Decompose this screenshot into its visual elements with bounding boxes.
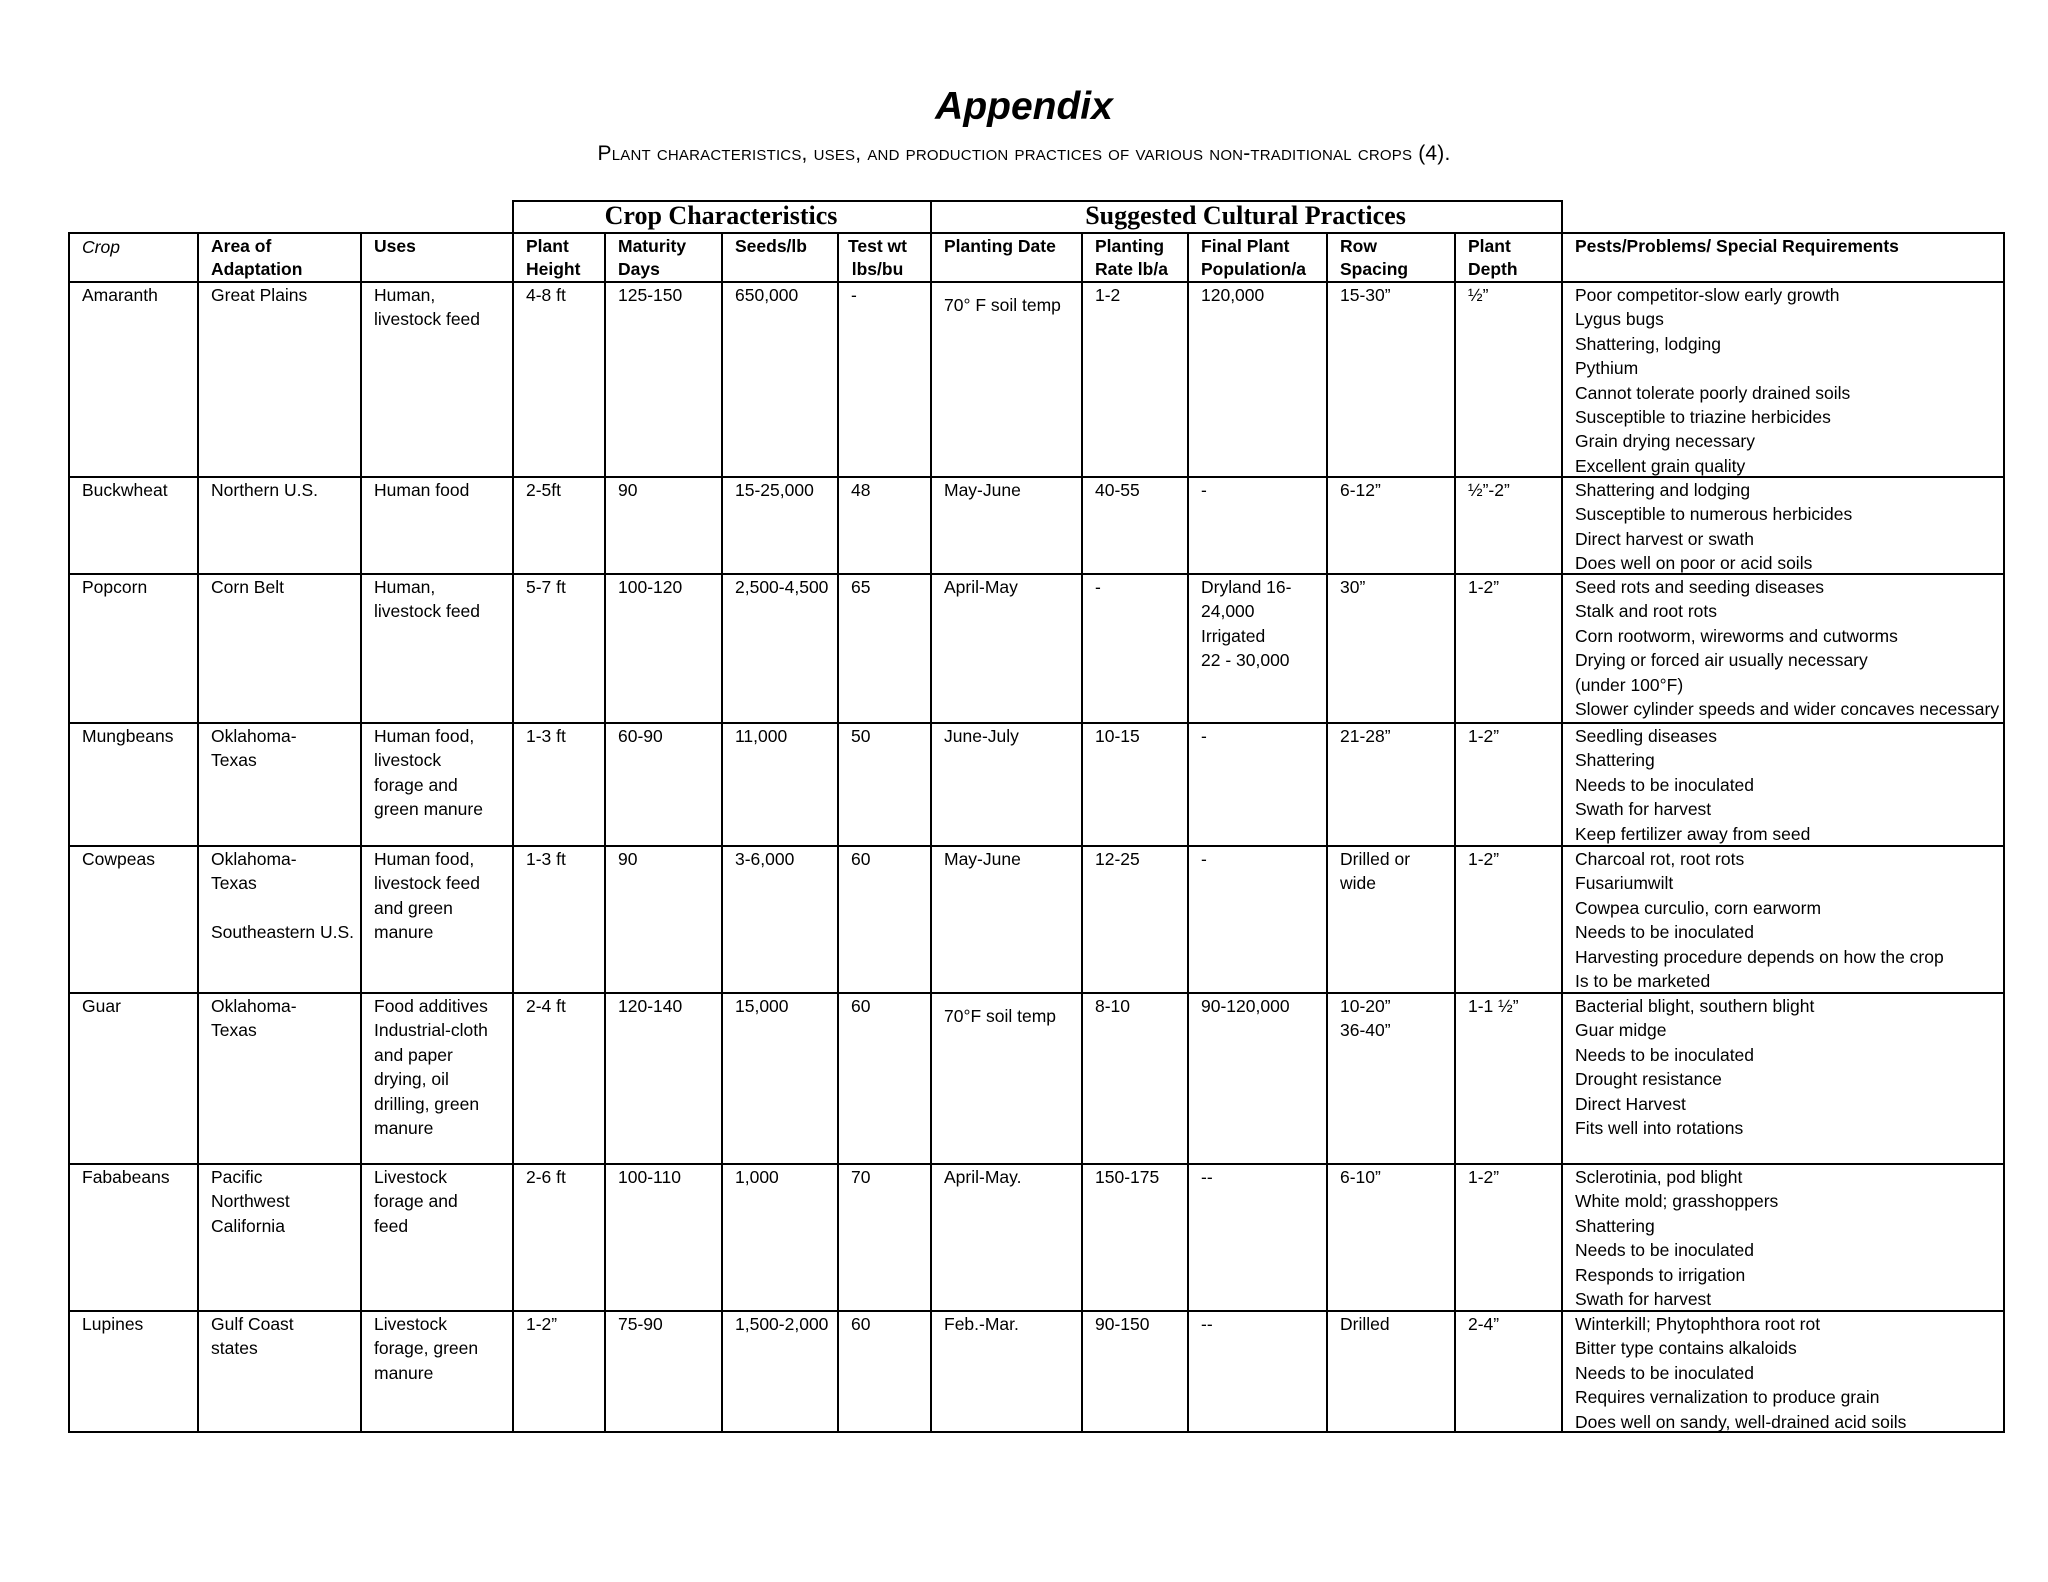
cell-rate: 40-55 <box>1095 480 1140 500</box>
cell-seeds: 1,000 <box>735 1167 779 1187</box>
cell-rate: 8-10 <box>1095 996 1131 1016</box>
cell-uses: Human food, livestock feed and green manure <box>374 849 481 943</box>
cell-testwt: 60 <box>851 1314 871 1334</box>
cell-testwt: 60 <box>851 849 871 869</box>
column-header-pests: Pests/Problems/ Special Requirements <box>1575 236 1899 256</box>
cell-height: 5-7 ft <box>526 577 566 597</box>
cell-rowspacing: 10-20” 36-40” <box>1340 996 1391 1041</box>
table-rule <box>512 232 514 1431</box>
cell-height: 1-2” <box>526 1314 558 1334</box>
table-rule <box>197 232 199 1431</box>
cell-area: Oklahoma- Texas <box>211 726 297 771</box>
cell-seeds: 1,500-2,000 <box>735 1314 829 1334</box>
table-rule <box>604 232 606 1431</box>
cell-rate: 10-15 <box>1095 726 1140 746</box>
cell-crop: Guar <box>82 996 121 1016</box>
cell-depth: 1-2” <box>1468 849 1500 869</box>
cell-maturity: 100-110 <box>618 1167 681 1187</box>
cell-area: Corn Belt <box>211 577 284 597</box>
column-header-depth: Plant Depth <box>1468 236 1518 279</box>
cell-height: 2-5ft <box>526 480 562 500</box>
table-rule <box>721 232 723 1431</box>
cell-area: Oklahoma- Texas Southeastern U.S. <box>211 849 354 943</box>
column-header-rowspacing: Row Spacing <box>1340 236 1409 279</box>
cell-uses: Livestock forage, green manure <box>374 1314 479 1383</box>
cell-crop: Buckwheat <box>82 480 168 500</box>
table-rule <box>1326 232 1328 1431</box>
cell-crop: Popcorn <box>82 577 148 597</box>
cell-area: Northern U.S. <box>211 480 318 500</box>
group-header-crop-characteristics: Crop Characteristics <box>604 201 838 230</box>
cell-seeds: 650,000 <box>735 285 799 305</box>
cell-plantdate: April-May <box>944 577 1018 597</box>
cell-pests: Seedling diseases Shattering Needs to be inoculated Swath for harvest Keep fertilizer away from seed <box>1575 726 1811 844</box>
cell-rowspacing: Drilled <box>1340 1314 1390 1334</box>
cell-area: Gulf Coast states <box>211 1314 294 1359</box>
cell-population: -- <box>1201 1167 1213 1187</box>
cell-maturity: 60-90 <box>618 726 663 746</box>
cell-rate: 150-175 <box>1095 1167 1160 1187</box>
cell-rate: 1-2 <box>1095 285 1121 305</box>
cell-depth: 2-4” <box>1468 1314 1500 1334</box>
cell-height: 4-8 ft <box>526 285 566 305</box>
cell-rate: 12-25 <box>1095 849 1140 869</box>
cell-plantdate: 70°F soil temp <box>944 1006 1057 1026</box>
cell-area: Pacific Northwest California <box>211 1167 290 1236</box>
cell-pests: Shattering and lodging Susceptible to numerous herbicides Direct harvest or swath Does well on poor or acid soils <box>1575 480 1853 574</box>
cell-testwt: 50 <box>851 726 871 746</box>
cell-population: - <box>1201 726 1207 746</box>
table-rule <box>1454 232 1456 1431</box>
cell-uses: Human food <box>374 480 470 500</box>
cell-maturity: 125-150 <box>618 285 683 305</box>
cell-height: 2-6 ft <box>526 1167 566 1187</box>
cell-testwt: 48 <box>851 480 871 500</box>
cell-area: Oklahoma- Texas <box>211 996 297 1041</box>
cell-plantdate: June-July <box>944 726 1019 746</box>
cell-population: - <box>1201 849 1207 869</box>
cell-depth: ½”-2” <box>1468 480 1510 500</box>
column-header-crop: Crop <box>82 237 120 257</box>
cell-uses: Livestock forage and feed <box>374 1167 458 1236</box>
cell-population: 90-120,000 <box>1201 996 1290 1016</box>
cell-maturity: 90 <box>618 849 638 869</box>
table-rule <box>2003 232 2005 1431</box>
cell-uses: Human food, livestock forage and green manure <box>374 726 483 820</box>
cell-plantdate: May-June <box>944 849 1021 869</box>
table-rule <box>1081 232 1083 1431</box>
cell-pests: Poor competitor-slow early growth Lygus bugs Shattering, lodging Pythium Cannot tolerate poorly drained soils Susceptible to triazine herbicides Grain drying necessary Excellent grain quality <box>1575 285 1851 476</box>
column-header-rate: Planting Rate lb/a <box>1095 236 1168 279</box>
column-header-plantdate: Planting Date <box>944 236 1056 256</box>
cell-height: 1-3 ft <box>526 726 566 746</box>
cell-rowspacing: 6-12” <box>1340 480 1381 500</box>
cell-seeds: 11,000 <box>735 726 788 746</box>
cell-crop: Amaranth <box>82 285 158 305</box>
cell-rowspacing: 6-10” <box>1340 1167 1381 1187</box>
table-rule <box>1561 232 1563 1431</box>
cell-crop: Fababeans <box>82 1167 170 1187</box>
cell-plantdate: April-May. <box>944 1167 1022 1187</box>
table-rule <box>1187 232 1189 1431</box>
cell-depth: 1-2” <box>1468 577 1500 597</box>
cell-population: Dryland 16- 24,000 Irrigated 22 - 30,000 <box>1201 577 1292 671</box>
cell-rate: - <box>1095 577 1101 597</box>
cell-rate: 90-150 <box>1095 1314 1150 1334</box>
cell-maturity: 90 <box>618 480 638 500</box>
cell-population: -- <box>1201 1314 1213 1334</box>
cell-rowspacing: 15-30” <box>1340 285 1391 305</box>
cell-rowspacing: Drilled or wide <box>1340 849 1411 894</box>
cell-pests: Sclerotinia, pod blight White mold; grasshoppers Shattering Needs to be inoculated Responds to irrigation Swath for harvest <box>1575 1167 1779 1310</box>
column-header-uses: Uses <box>374 236 416 256</box>
table-rule <box>837 232 839 1431</box>
cell-depth: 1-1 ½” <box>1468 996 1519 1016</box>
page-title: Appendix <box>935 85 1113 128</box>
cell-seeds: 15-25,000 <box>735 480 814 500</box>
cell-seeds: 2,500-4,500 <box>735 577 829 597</box>
cell-uses: Food additives Industrial-cloth and paper drying, oil drilling, green manure <box>374 996 488 1139</box>
cell-maturity: 120-140 <box>618 996 683 1016</box>
cell-seeds: 15,000 <box>735 996 789 1016</box>
column-header-seeds: Seeds/lb <box>735 236 807 256</box>
cell-depth: 1-2” <box>1468 726 1500 746</box>
cell-depth: ½” <box>1468 285 1489 305</box>
page-subtitle: Plant characteristics, uses, and production practices of various non-traditional crops (4). <box>597 142 1451 165</box>
cell-uses: Human, livestock feed <box>374 577 481 622</box>
column-header-testwt: Test wt lbs/bu <box>848 236 907 279</box>
cell-pests: Winterkill; Phytophthora root rot Bitter type contains alkaloids Needs to be inoculated Requires vernalization to produce grain Does well on sandy, well-drained acid soils <box>1575 1314 1907 1432</box>
cell-maturity: 75-90 <box>618 1314 663 1334</box>
cell-plantdate: 70° F soil temp <box>944 295 1061 315</box>
cell-rowspacing: 30” <box>1340 577 1366 597</box>
cell-testwt: 65 <box>851 577 871 597</box>
cell-crop: Mungbeans <box>82 726 174 746</box>
cell-seeds: 3-6,000 <box>735 849 795 869</box>
cell-crop: Cowpeas <box>82 849 155 869</box>
cell-pests: Charcoal rot, root rots Fusariumwilt Cowpea curculio, corn earworm Needs to be inoculated Harvesting procedure depends on how the crop Is to be marketed <box>1575 849 1944 992</box>
table-rule <box>360 232 362 1431</box>
column-header-maturity: Maturity Days <box>618 236 687 279</box>
table-rule <box>1561 200 1563 232</box>
column-header-population: Final Plant Population/a <box>1201 236 1306 279</box>
cell-testwt: - <box>851 285 857 305</box>
cell-depth: 1-2” <box>1468 1167 1500 1187</box>
cell-plantdate: Feb.-Mar. <box>944 1314 1019 1334</box>
cell-height: 1-3 ft <box>526 849 566 869</box>
cell-uses: Human, livestock feed <box>374 285 481 330</box>
cell-area: Great Plains <box>211 285 308 305</box>
cell-plantdate: May-June <box>944 480 1021 500</box>
cell-population: 120,000 <box>1201 285 1265 305</box>
column-header-height: Plant Height <box>526 236 581 279</box>
cell-testwt: 60 <box>851 996 871 1016</box>
cell-crop: Lupines <box>82 1314 144 1334</box>
cell-pests: Seed rots and seeding diseases Stalk and root rots Corn rootworm, wireworms and cutworms Drying or forced air usually necessary (under 100°F) Slower cylinder speeds and wider concaves necessary <box>1575 577 2000 720</box>
column-header-area: Area of Adaptation <box>211 236 303 279</box>
cell-pests: Bacterial blight, southern blight Guar midge Needs to be inoculated Drought resistance Direct Harvest Fits well into rotations <box>1575 996 1815 1139</box>
group-header-cultural-practices: Suggested Cultural Practices <box>1085 201 1406 230</box>
table-rule <box>68 232 70 1431</box>
cell-testwt: 70 <box>851 1167 871 1187</box>
table-rule <box>930 232 932 1431</box>
cell-height: 2-4 ft <box>526 996 566 1016</box>
table-rule <box>68 232 2005 234</box>
cell-population: - <box>1201 480 1207 500</box>
cell-maturity: 100-120 <box>618 577 683 597</box>
cell-rowspacing: 21-28” <box>1340 726 1391 746</box>
